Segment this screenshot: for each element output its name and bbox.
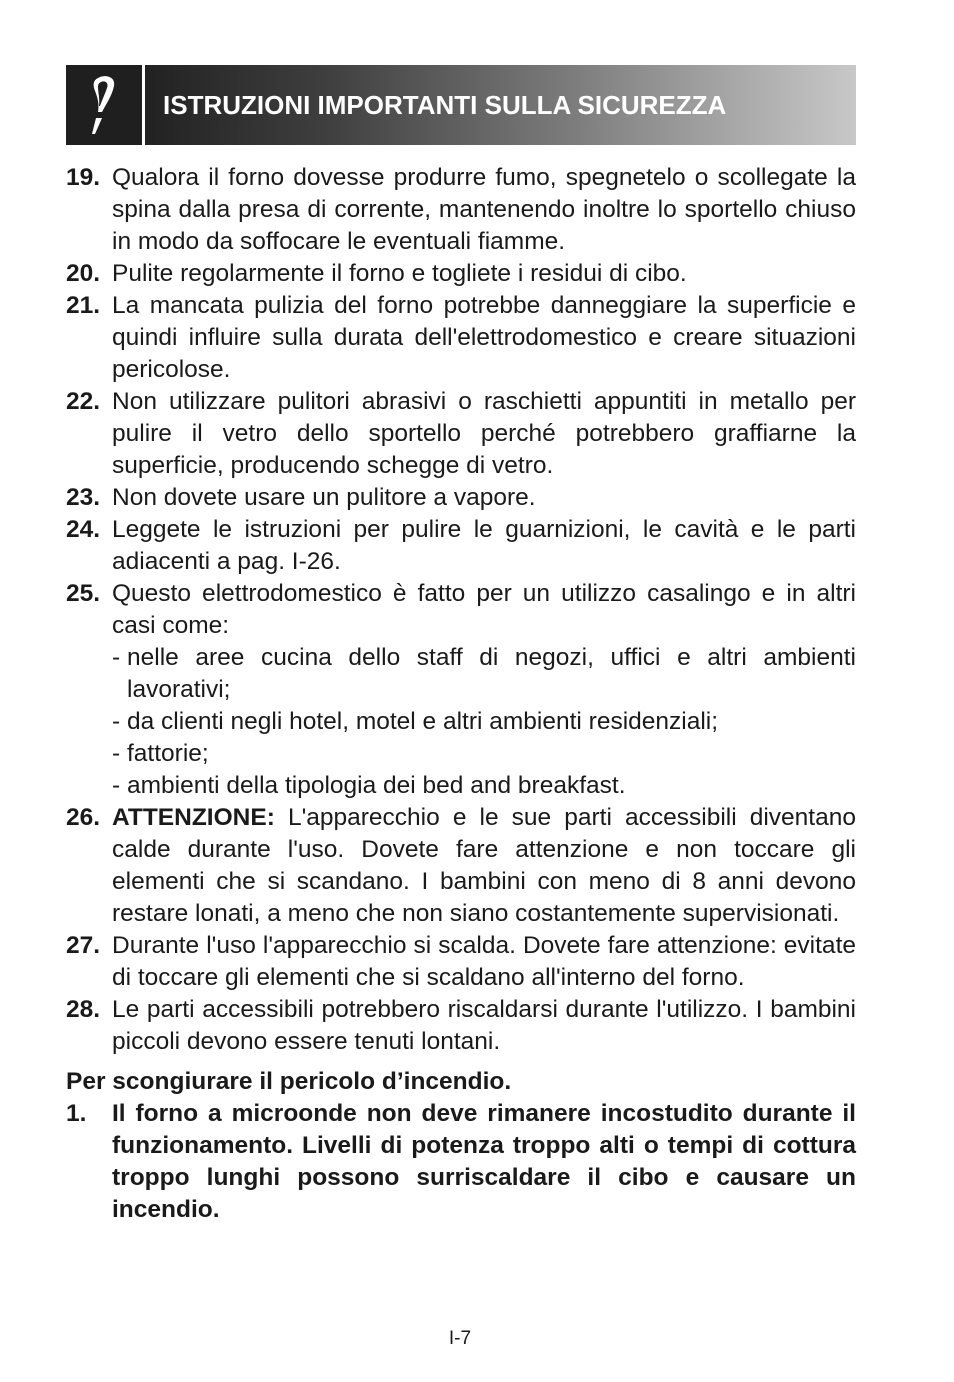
bullet-dash: - xyxy=(112,708,121,735)
item-number: 23. xyxy=(66,484,101,511)
list-item xyxy=(66,290,856,386)
item-number: 24. xyxy=(66,516,101,543)
sub-item-text: ambienti della tipologia dei bed and breakfast. xyxy=(127,772,626,799)
list-item xyxy=(66,1098,856,1226)
item-number: 22. xyxy=(66,388,101,415)
instructions-list xyxy=(66,162,856,1226)
page-number: I-7 xyxy=(448,1328,472,1349)
warning-label: ATTENZIONE: xyxy=(112,804,275,831)
list-item xyxy=(66,162,856,258)
item-number: 20. xyxy=(66,260,101,287)
exclamation-icon xyxy=(66,65,142,145)
bullet-dash: - xyxy=(112,740,121,767)
list-item xyxy=(66,930,856,994)
sub-item-text: da clienti negli hotel, motel e altri ambienti residenziali; xyxy=(127,708,719,735)
page-title: ISTRUZIONI IMPORTANTI SULLA SICUREZZA xyxy=(163,89,727,120)
list-item xyxy=(66,386,856,482)
item-number: 19. xyxy=(66,164,101,191)
item-number: 26. xyxy=(66,804,101,831)
item-text: Leggete le istruzioni per pulire le guarnizioni, le cavità e le parti adiacenti a pag. I-26. xyxy=(112,516,856,575)
item-text: Il forno a microonde non deve rimanere incostudito durante il funzionamento. Livelli di potenza troppo alti o tempi di cottura troppo lunghi possono surriscaldare il cibo e causare un incendio. xyxy=(112,1100,856,1223)
list-item xyxy=(66,482,856,514)
section-header xyxy=(66,65,856,145)
item-text: Non dovete usare un pulitore a vapore. xyxy=(112,484,536,511)
sub-item-text: fattorie; xyxy=(127,740,209,767)
list-item xyxy=(66,514,856,578)
item-text: Questo elettrodomestico è fatto per un utilizzo casalingo e in altri casi come: xyxy=(112,580,856,639)
item-number: 21. xyxy=(66,292,101,319)
header-bar xyxy=(145,65,856,145)
item-text xyxy=(112,802,856,930)
item-text: Qualora il forno dovesse produrre fumo, spegnetelo o scollegate la spina dalla presa di corrente, mantenendo inoltre lo sportello chiuso in modo da soffocare le eventuali fiamme. xyxy=(112,164,856,255)
item-text: La mancata pulizia del forno potrebbe danneggiare la superficie e quindi influire sulla durata dell'elettrodomestico e creare situazioni pericolose. xyxy=(112,292,856,383)
item-text: Durante l'uso l'apparecchio si scalda. Dovete fare attenzione: evitate di toccare gli elementi che si scaldano all'interno del forno. xyxy=(112,932,856,991)
list-item xyxy=(66,578,856,642)
item-text: Non utilizzare pulitori abrasivi o raschietti appuntiti in metallo per pulire il vetro dello sportello perché potrebbero graffiarne la superficie, producendo schegge di vetro. xyxy=(112,388,856,479)
list-item xyxy=(66,258,856,290)
list-item xyxy=(66,994,856,1058)
fire-section-heading: Per scongiurare il pericolo d’incendio. xyxy=(66,1068,512,1095)
sub-item-text: nelle aree cucina dello staff di negozi, uffici e altri ambienti lavorativi; xyxy=(127,644,856,703)
bullet-dash: - xyxy=(112,644,121,671)
item-text: Pulite regolarmente il forno e togliete i residui di cibo. xyxy=(112,260,687,287)
item-number: 28. xyxy=(66,996,101,1023)
item-number: 27. xyxy=(66,932,101,959)
warning-text: L'apparecchio e le sue parti accessibili diventano calde durante l'uso. Dovete fare attenzione e non toccare gli elementi che si scandano. I bambini con meno di 8 anni devono restare lonati, a meno che non siano costantemente supervisionati. xyxy=(112,804,856,927)
item-text: Le parti accessibili potrebbero riscaldarsi durante l'utilizzo. I bambini piccoli devono essere tenuti lontani. xyxy=(112,996,856,1055)
bullet-dash: - xyxy=(112,772,121,799)
sub-list-item xyxy=(112,738,856,770)
list-item xyxy=(66,802,856,930)
sub-list-item xyxy=(112,770,856,802)
item-number: 1. xyxy=(66,1100,87,1127)
sub-list-item xyxy=(112,706,856,738)
item-number: 25. xyxy=(66,580,101,607)
sub-list-item xyxy=(112,642,856,706)
